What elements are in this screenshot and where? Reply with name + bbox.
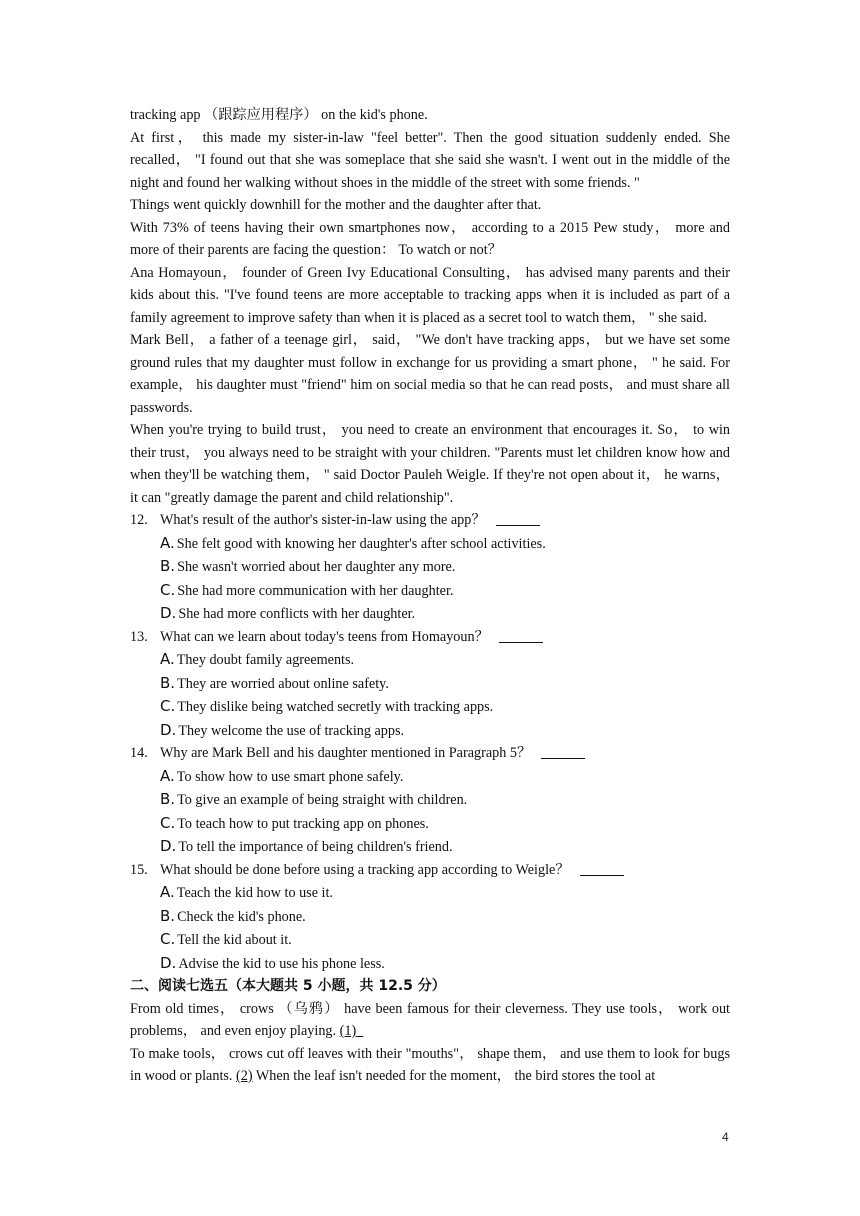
option-c: C. To teach how to put tracking app on phones.: [160, 813, 429, 832]
passage-paragraph: Things went quickly downhill for the mother and the daughter after that.: [130, 197, 542, 213]
section2-paragraph-2: To make tools， crows cut off leaves with their "mouths"， shape them， and use them to look for bugs in wood or plants. (2) When the leaf isn't needed for the moment， the bird stores the tool at: [130, 1045, 730, 1084]
option-a: A. They doubt family agreements.: [160, 650, 355, 668]
option-a: A. Teach the kid how to use it.: [160, 883, 333, 901]
document-body: [130, 104, 730, 1088]
question-number: 12.: [130, 512, 148, 528]
question-number: 14.: [130, 745, 148, 761]
option-d: D. She had more conflicts with her daughter.: [160, 604, 416, 622]
question-number: 15.: [130, 861, 148, 878]
passage-paragraph: Mark Bell， a father of a teenage girl， said， "We don't have tracking apps， but we have set some ground rules that my daughter must follow in exchange for us providing a smart phone， " he said. For example， his daughter must "friend" him on social media so that he can read posts， and must share all passwords.: [130, 332, 730, 416]
passage-paragraph: Ana Homayoun， founder of Green Ivy Educational Consulting， has advised many parents and their kids about this. "I've found teens are more acceptable to tracking apps when it is included as part of a family agreement to improve safety than when it is placed as a secret tool to watch them， " she said.: [130, 264, 730, 326]
blank-1[interactable]: (1): [339, 1023, 357, 1039]
page-number: 4: [722, 1130, 729, 1144]
option-c: C. She had more communication with her daughter.: [160, 580, 454, 599]
option-c: C. Tell the kid about it.: [160, 930, 292, 948]
option-d: D. To tell the importance of being children's friend.: [160, 837, 453, 855]
question-12: [130, 509, 730, 532]
option-a: A. To show how to use smart phone safely.: [160, 766, 404, 785]
question-14: [130, 742, 730, 765]
question-text: Why are Mark Bell and his daughter mentioned in Paragraph 5？: [160, 745, 532, 761]
answer-blank[interactable]: [580, 861, 624, 876]
option-b: B. To give an example of being straight with children.: [160, 790, 468, 808]
question-number: 13.: [130, 628, 148, 645]
question-13: [130, 626, 730, 649]
option-d: D. Advise the kid to use his phone less.: [160, 953, 385, 972]
option-b: B. They are worried about online safety.: [160, 673, 389, 692]
option-a: A. She felt good with knowing her daughter's after school activities.: [160, 533, 546, 552]
blank-2[interactable]: (2): [236, 1068, 253, 1084]
answer-blank[interactable]: [499, 628, 543, 643]
question-text: What should be done before using a tracking app according to Weigle？: [160, 861, 570, 878]
option-c: C. They dislike being watched secretly with tracking apps.: [160, 697, 494, 715]
passage-paragraph: With 73% of teens having their own smartphones now， according to a 2015 Pew study， more and more of their parents are facing the question： To watch or not？: [130, 219, 730, 258]
option-b: B. She wasn't worried about her daughter any more.: [160, 557, 456, 575]
question-15: [130, 859, 730, 882]
passage-paragraph: When you're trying to build trust， you need to create an environment that encourages it. So， to win their trust， you always need to be straight with your children. "Parents must let children know how and when they'll be watching them， " said Doctor Pauleh Weigle. If they're not open about it， he warns， it can "greatly damage the parent and child relationship".: [130, 422, 730, 506]
option-b: B. Check the kid's phone.: [160, 906, 306, 925]
section2-paragraph-1: From old times， crows （乌鸦） have been famous for their cleverness. They use tools， work out problems， and even enjoy playing. (1): [130, 1000, 730, 1039]
option-d: D. They welcome the use of tracking apps.: [160, 720, 405, 739]
answer-blank[interactable]: [496, 511, 540, 526]
passage-fragment: tracking app （跟踪应用程序） on the kid's phone.: [130, 107, 428, 123]
section-heading: 二、阅读七选五（本大题共 5 小题，共 12.5 分）: [130, 978, 446, 994]
question-text: What's result of the author's sister-in-law using the app？: [160, 512, 486, 528]
passage-paragraph: At first， this made my sister-in-law "feel better". Then the good situation suddenly ended. She recalled， "I found out that she was someplace that she said she wasn't. I went out in the middle of the night and found her walking without shoes in the middle of the street with some friends. ": [130, 129, 730, 191]
answer-blank[interactable]: [541, 744, 585, 759]
question-text: What can we learn about today's teens from Homayoun？: [160, 628, 489, 645]
